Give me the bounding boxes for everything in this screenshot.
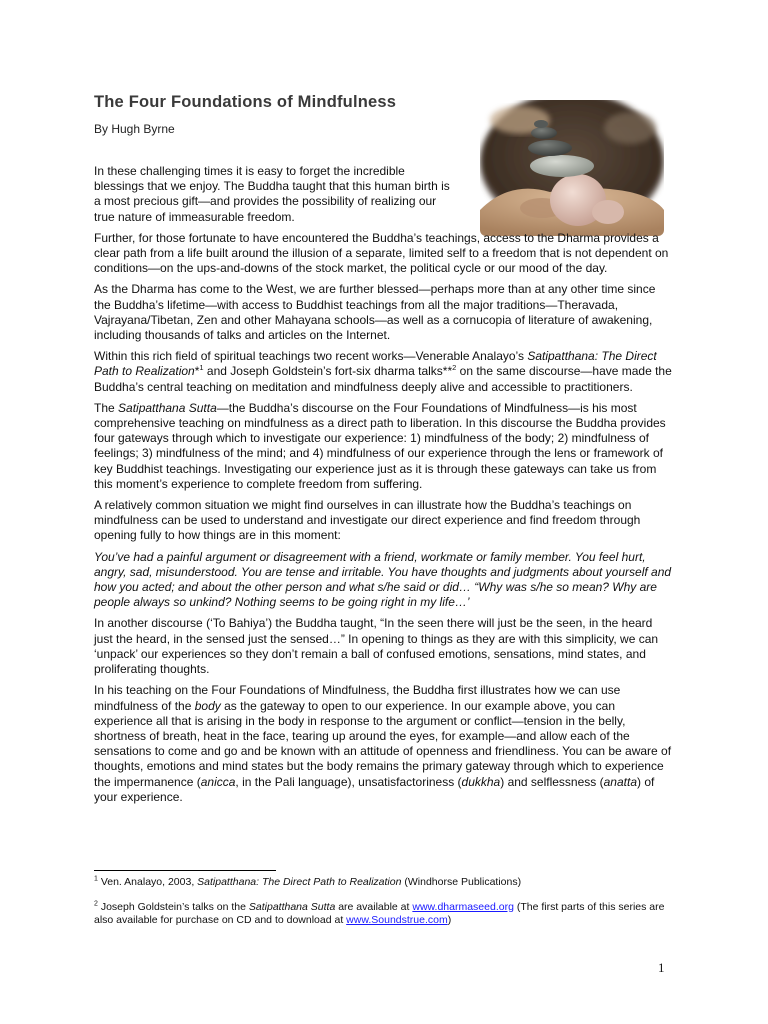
paragraph-satipatthana — [94, 401, 672, 492]
text-run: The — [94, 400, 119, 415]
footnote-divider — [94, 870, 276, 871]
text-run: as the gateway to open to our experience. In our example above, you can experience all that is arising in the body in response to the argument or conflict—tension in the belly, shortness of breath, heat in the face, tearing up around the eyes, for example—and allow each of the sensations to come and go and be known with an attitude of openness and friendliness. You can be aware of thoughts, emotions and mind states but the body remains the primary gateway through which to experience the impermanence ( — [94, 698, 672, 789]
paragraph-west: As the Dharma has come to the West, we are further blessed—perhaps more than at any other time since the Buddha’s lifetime—with access to Buddhist teachings from all the major traditions—Theravada, Vajrayana/Tibetan, Zen and other Mahayana schools—as well as a cornucopia of literature of awakening, including thousands of talks and articles on the Internet. — [94, 282, 656, 343]
footnote-ref-2: 2 — [452, 363, 457, 373]
text-run: (The first parts of this series are also available for purchase on CD and to download at — [94, 900, 665, 926]
text-run: , in the Pali language), unsatisfactoriness ( — [235, 774, 462, 789]
dharmaseed-link[interactable]: www.dharmaseed.org — [412, 900, 514, 913]
footnote-ref-1: 1 — [199, 363, 204, 373]
paragraph-recent-works — [94, 349, 672, 395]
footnote-mark: 1 — [94, 875, 98, 883]
text-run: In his teaching on the Four Foundations of Mindfulness, the Buddha first illustrates how we can use mindfulness of the — [94, 683, 621, 713]
paragraph-dharma-access: Further, for those fortunate to have encountered the Buddha’s teachings, access to the Dharma provides a clear path from a life built around the illusion of a separate, limited self to a freedom that is not dependent on conditions—on the ups-and-downs of the stock market, the political cycle or our mood of the day. — [94, 230, 669, 276]
document-title: The Four Foundations of Mindfulness — [94, 93, 397, 111]
book-title: Satipatthana: The Direct Path to Realization — [94, 349, 657, 379]
text-run: (Windhorse Publications) — [401, 876, 522, 888]
footnote-mark: 2 — [94, 900, 98, 907]
paragraph-example-italic: You’ve had a painful argument or disagreement with a friend, workmate or family member. You feel hurt, angry, sad, misunderstood. You are tense and irritable. You have thoughts and judgments about yourself and how you acted; and about the other person and what s/he said or did… “Why was s/he so mean? Why are people always so unkind? Nothing seems to be going right in my life…’ — [94, 549, 672, 610]
sutta-title: Satipatthana Sutta — [118, 400, 217, 415]
term-dukkha: dukkha — [461, 774, 501, 789]
text-run: ) of your experience. — [94, 774, 655, 804]
page-number: 1 — [658, 960, 665, 975]
article-body — [94, 164, 672, 811]
footnote-1 — [94, 876, 672, 890]
text-run: Within this rich field of spiritual teachings two recent works—Venerable Analayo’s — [94, 349, 528, 364]
book-title: Satipatthana: The Direct Path to Realization — [197, 876, 402, 888]
text-run: and Joseph Goldstein’s fort-six dharma talks** — [203, 364, 453, 379]
text-run: Ven. Analayo, 2003, — [97, 876, 198, 888]
text-run: —the Buddha’s discourse on the Four Foundations of Mindfulness—is his most comprehensive teaching on mindfulness as a direct path to liberation. In this discourse the Buddha provides four gateways through which to investigate our experience: 1) mindfulness of the body; 2) mindfulness of feelings; 3) mindfulness of the mind; and 4) mindfulness of our experience through the lens or framework of key Buddhist teachings. Investigating our experience just as it is through these gateways can take us from this moment’s experience to complete freedom from suffering. — [94, 400, 666, 491]
paragraph-situation: A relatively common situation we might find ourselves in can illustrate how the Buddha’s teachings on mindfulness can be used to understand and investigate our direct experience and find freedom through opening fully to how things are in this moment: — [94, 498, 641, 543]
paragraph-body-gateway — [94, 683, 672, 805]
term-anicca: anicca — [200, 774, 236, 789]
asterisk-mark: * — [194, 364, 200, 379]
sutta-title: Satipatthana Sutta — [248, 900, 336, 913]
emphasis-body: body — [194, 698, 221, 713]
text-run: Joseph Goldstein’s talks on the — [97, 900, 249, 913]
author-byline: By Hugh Byrne — [94, 122, 175, 136]
paragraph-bahiya: In another discourse (‘To Bahiya’) the Buddha taught, “In the seen there will just be the seen, in the heard just the heard, in the sensed just the sensed…” In opening to things as they are with this simplicity, we can ‘unpack’ our experiences so they don’t remain a ball of confused emotions, sensations, mind states, and proliferating thoughts. — [94, 616, 659, 677]
text-run: are available at — [335, 900, 413, 913]
paragraph-intro: In these challenging times it is easy to forget the incredible blessings that we enjoy. The Buddha taught that this human birth is a most precious gift—and provides the possibility of realizing our true nature of immeasurable freedom. — [94, 164, 450, 224]
term-anatta: anatta — [603, 774, 637, 789]
text-run: on the same discourse—have made the Buddha’s central teaching on meditation and mindfulness deeply alive and accessible to practitioners. — [94, 364, 672, 394]
footnotes-section — [94, 870, 672, 939]
footnote-2 — [94, 901, 672, 928]
text-run: ) — [447, 914, 452, 926]
soundstrue-link[interactable]: www.Soundstrue.com — [346, 914, 448, 926]
text-run: ) and selflessness ( — [500, 774, 604, 789]
